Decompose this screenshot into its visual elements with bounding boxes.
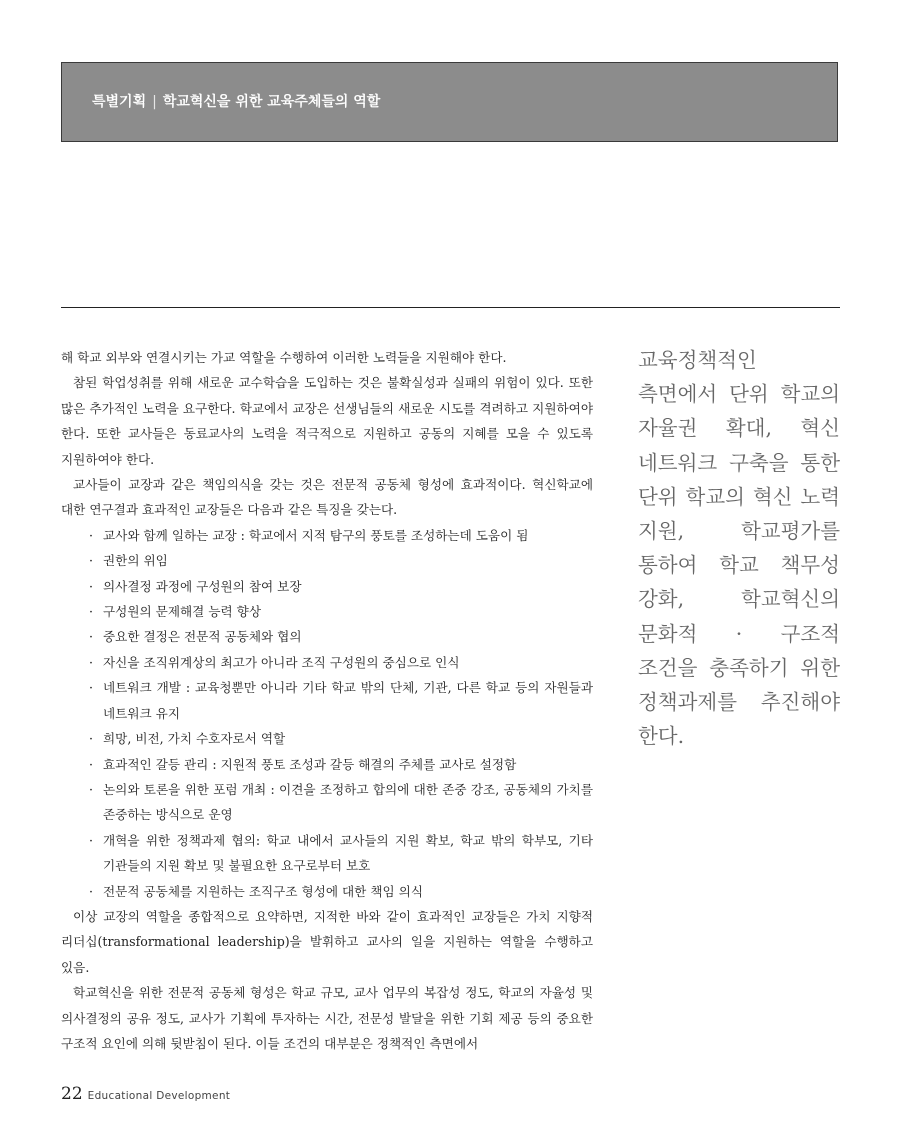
list-item-text: 네트워크 개발 : 교육청뿐만 아니라 기타 학교 밖의 단체, 기관, 다른 학교 등의 자원들과 네트워크 유지 bbox=[103, 680, 593, 721]
principal-traits-list bbox=[61, 523, 593, 904]
header-separator: | bbox=[152, 94, 157, 110]
bullet-marker: · bbox=[89, 883, 94, 899]
list-item-text: 희망, 비전, 가치 수호자로서 역할 bbox=[103, 731, 286, 747]
bullet-marker: · bbox=[89, 680, 94, 696]
bullet-marker: · bbox=[89, 832, 94, 848]
list-item bbox=[89, 726, 593, 751]
list-item bbox=[89, 599, 593, 624]
page-footer bbox=[61, 1084, 230, 1104]
publication-name: Educational Development bbox=[87, 1090, 231, 1102]
list-item-text: 개혁을 위한 정책과제 협의: 학교 내에서 교사들의 지원 확보, 학교 밖의 학부모, 기타 기관들의 지원 확보 및 불필요한 요구로부터 보호 bbox=[103, 832, 593, 874]
list-item-text: 논의와 토론을 위한 포럼 개최 : 이견을 조정하고 합의에 대한 존중 강조, 공동체의 가치를 존중하는 방식으로 운영 bbox=[103, 781, 593, 823]
bullet-marker: · bbox=[89, 604, 94, 620]
bullet-marker: · bbox=[89, 654, 94, 670]
body-paragraph: 학교혁신을 위한 전문적 공동체 형성은 학교 규모, 교사 업무의 복잡성 정도, 학교의 자율성 및 의사결정의 공유 정도, 교사가 기획에 투자하는 시간, 전문성 발달을 위한 기회 제공 등의 중요한 구조적 요인에 의해 뒷받침이 된다. 이들 조건의 대부분은 정책적인 측면에서 bbox=[61, 985, 593, 1051]
body-paragraph: 해 학교 외부와 연결시키는 가교 역할을 수행하여 이러한 노력들을 지원해야 한다. bbox=[61, 350, 507, 365]
list-item-text: 효과적인 갈등 관리 : 지원적 풍토 조성과 갈등 해결의 주체를 교사로 설정함 bbox=[103, 756, 517, 772]
list-item-text: 구성원의 문제해결 능력 향상 bbox=[103, 604, 261, 620]
bullet-marker: · bbox=[89, 781, 94, 797]
list-item-text: 전문적 공동체를 지원하는 조직구조 형성에 대한 책임 의식 bbox=[103, 883, 423, 899]
list-item bbox=[89, 828, 593, 879]
body-paragraph: 참된 학업성취를 위해 새로운 교수학습을 도입하는 것은 불확실성과 실패의 위험이 있다. 또한 많은 추가적인 노력을 요구한다. 학교에서 교장은 선생님들의 새로운 시도를 격려하고 지원하여야 한다. 또한 교사들은 동료교사의 노력을 적극적으로 지원하고 공동의 지혜를 모을 수 있도록 지원하여야 한다. bbox=[61, 375, 593, 467]
list-item-text: 의사결정 과정에 구성원의 참여 보장 bbox=[103, 578, 302, 594]
list-item bbox=[89, 777, 593, 828]
main-text-column bbox=[61, 345, 593, 1056]
bullet-marker: · bbox=[89, 756, 94, 772]
page-number: 22 bbox=[61, 1084, 83, 1104]
list-item-text: 중요한 결정은 전문적 공동체와 협의 bbox=[103, 629, 302, 645]
list-item bbox=[89, 879, 593, 904]
bullet-marker: · bbox=[89, 553, 94, 569]
bullet-marker: · bbox=[89, 578, 94, 594]
bullet-marker: · bbox=[89, 527, 94, 543]
section-header-text bbox=[92, 91, 380, 111]
body-paragraph: 이상 교장의 역할을 종합적으로 요약하면, 지적한 바와 같이 효과적인 교장들은 가치 지향적 리더십(transformational leadership)을 발휘하고 교사의 일을 지원하는 역할을 수행하고 있음. bbox=[61, 908, 593, 975]
bullet-marker: · bbox=[89, 629, 94, 645]
pull-quote: 교육정책적인 측면에서 단위 학교의 자율권 확대, 혁신 네트워크 구축을 통한 단위 학교의 혁신 노력 지원, 학교평가를 통하여 학교 책무성 강화, 학교혁신의 문화적 · 구조적 조건을 충족하기 위한 정책과제를 추진해야 한다. bbox=[638, 348, 840, 749]
bullet-marker: · bbox=[89, 731, 94, 747]
section-header-banner bbox=[61, 62, 838, 142]
list-item bbox=[89, 548, 593, 573]
list-item bbox=[89, 574, 593, 599]
list-item-text: 권한의 위임 bbox=[103, 553, 168, 569]
body-paragraph: 교사들이 교장과 같은 책임의식을 갖는 것은 전문적 공동체 형성에 효과적이다. 혁신학교에 대한 연구결과 효과적인 교장들은 다음과 같은 특징을 갖는다. bbox=[61, 477, 593, 518]
list-item-text: 자신을 조직위계상의 최고가 아니라 조직 구성원의 중심으로 인식 bbox=[103, 654, 460, 670]
list-item-text: 교사와 함께 일하는 교장 : 학교에서 지적 탐구의 풍토를 조성하는데 도움이 됨 bbox=[103, 527, 529, 543]
horizontal-rule bbox=[61, 307, 840, 308]
section-label: 특별기획 bbox=[92, 94, 147, 110]
list-item bbox=[89, 523, 593, 548]
section-title: 학교혁신을 위한 교육주체들의 역할 bbox=[162, 94, 381, 110]
list-item bbox=[89, 650, 593, 675]
list-item bbox=[89, 624, 593, 649]
list-item bbox=[89, 752, 593, 777]
list-item bbox=[89, 675, 593, 726]
